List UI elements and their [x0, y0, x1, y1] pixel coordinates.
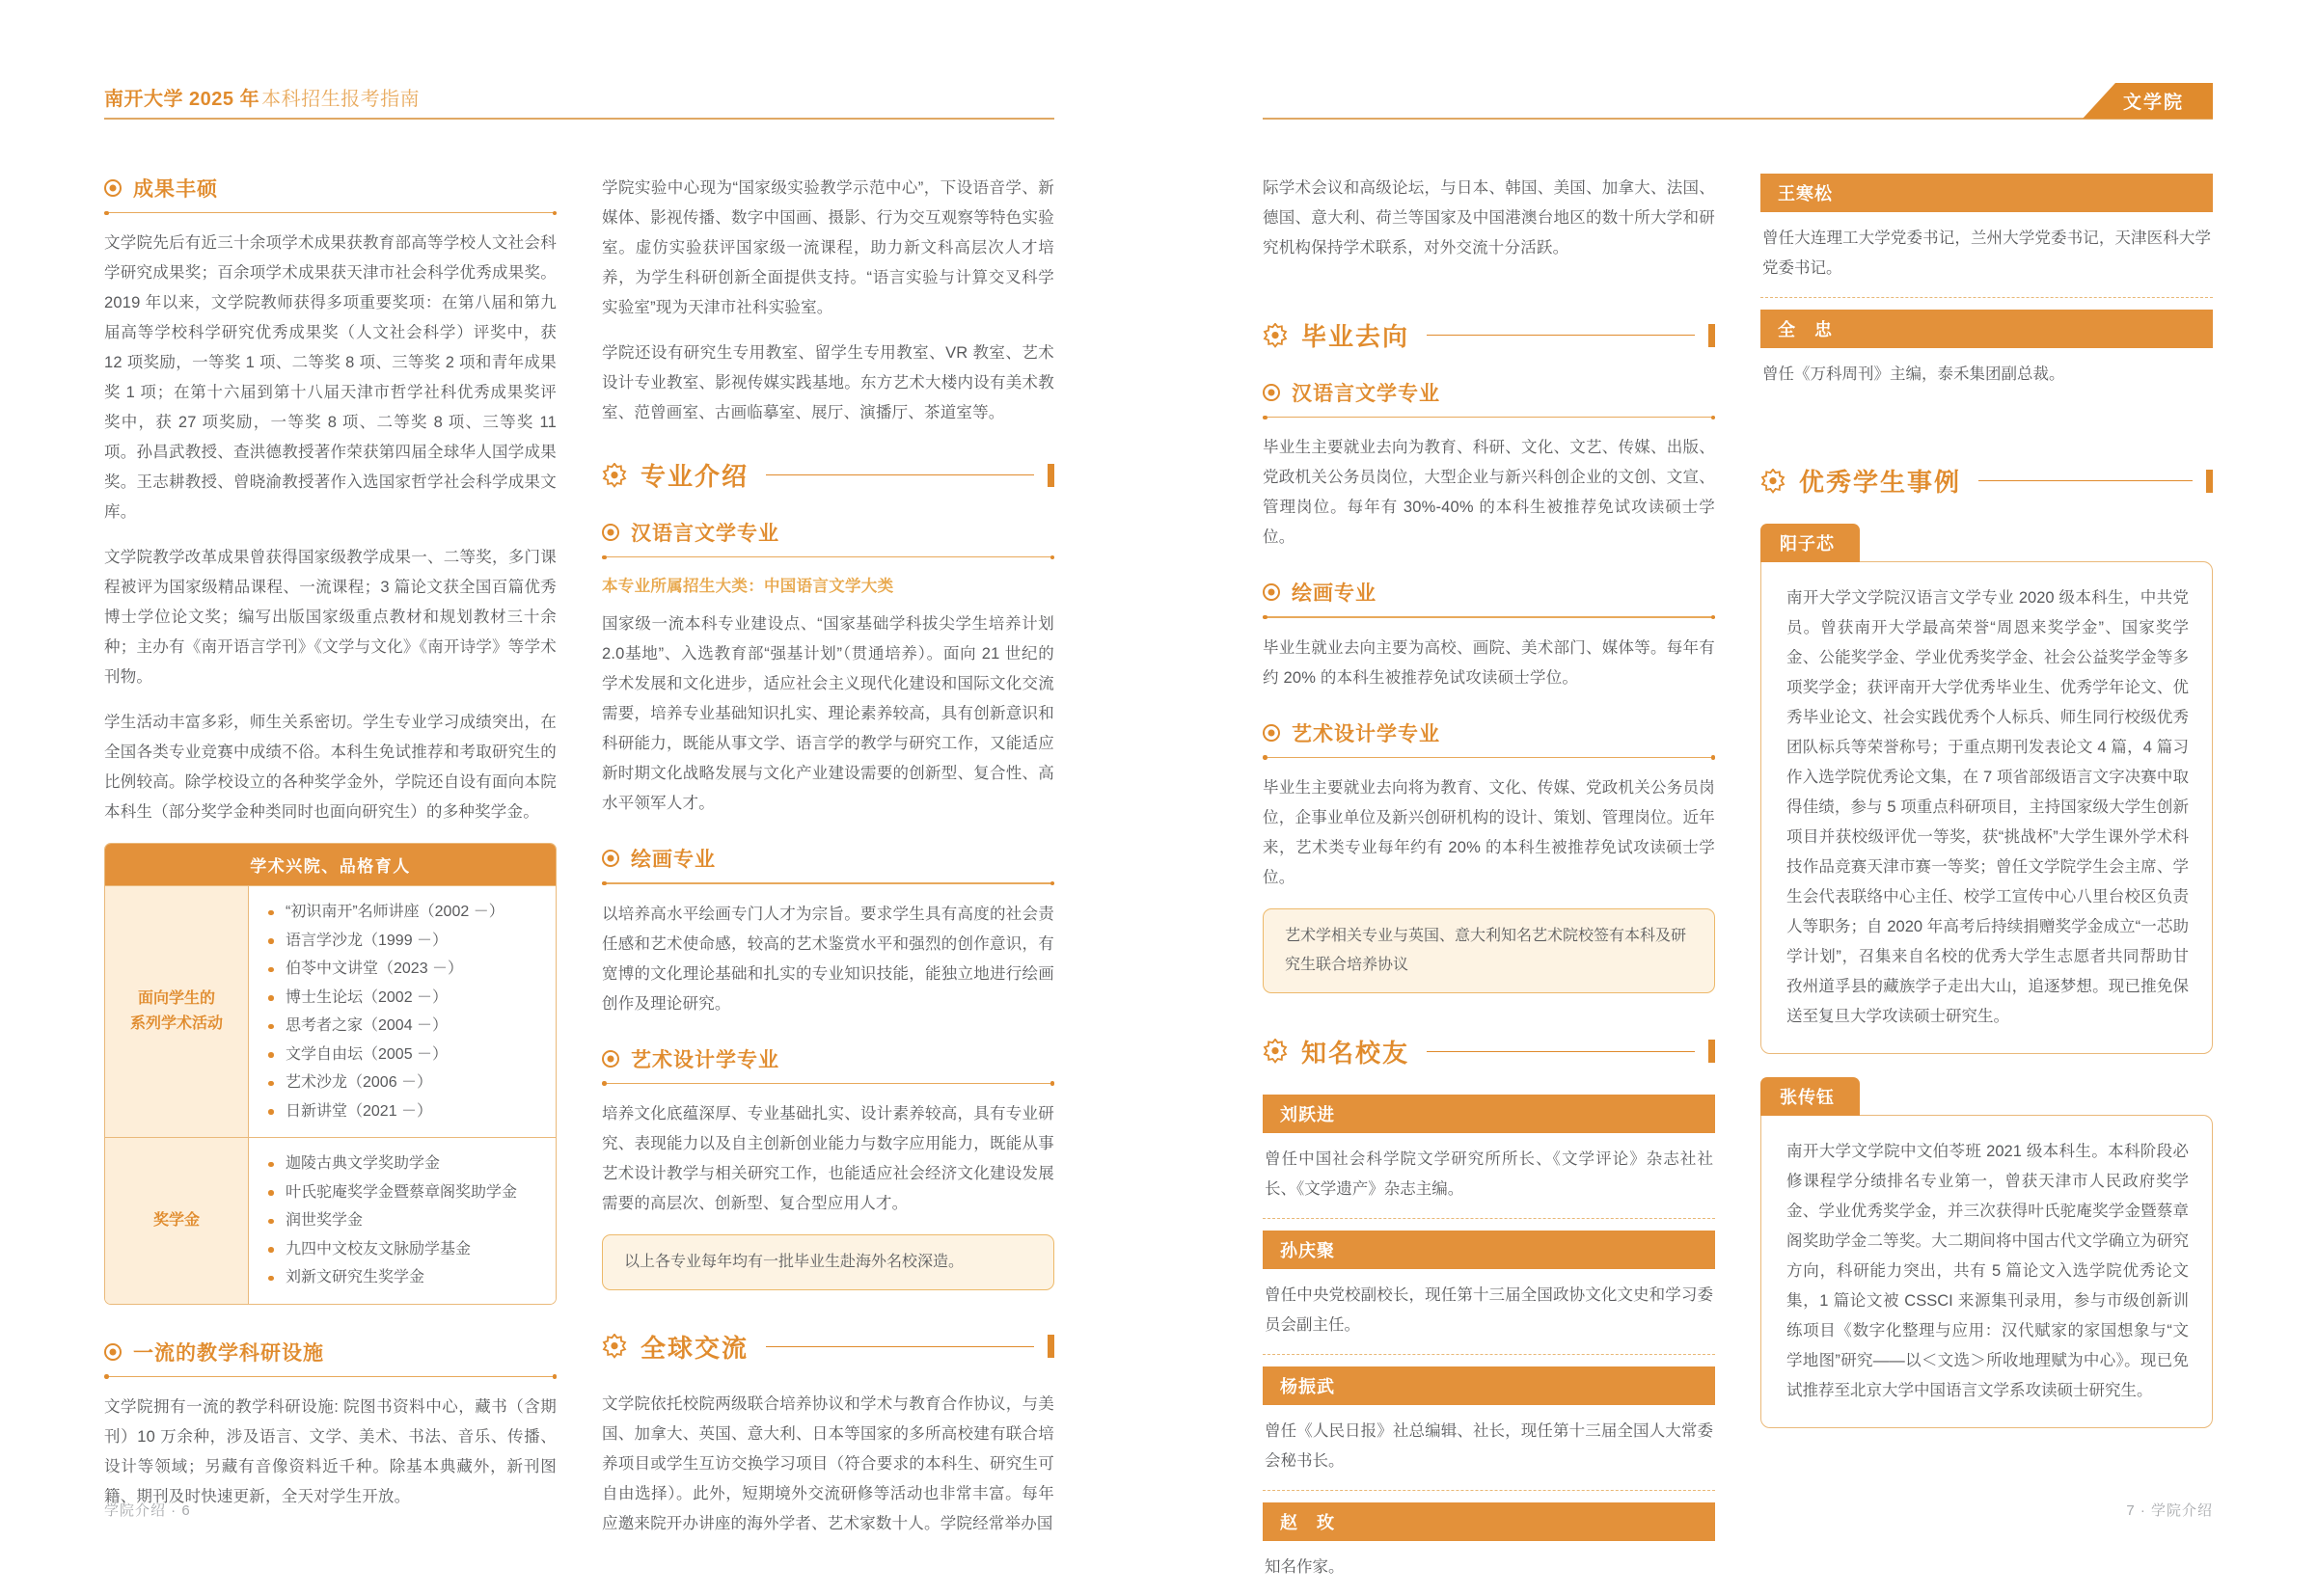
page-header-left — [104, 83, 1054, 122]
bullet-circle-icon — [104, 1343, 122, 1361]
alumni-description: 曾任《万科周刊》主编，泰禾集团副总裁。 — [1762, 365, 2065, 383]
list-item: 思考者之家（2004 －） — [266, 1012, 546, 1041]
heading-end-cap — [1708, 1040, 1715, 1063]
alumni-description: 曾任中国社会科学院文学研究所所长、《文学评论》杂志社社长、《文学遗产》杂志主编。 — [1265, 1150, 1713, 1198]
column-4 — [1760, 174, 2213, 1462]
flower-star-icon — [1263, 1039, 1288, 1064]
header-rule — [104, 118, 1054, 120]
tab-slope-shape — [2083, 83, 2115, 119]
alumni-name: 赵 玫 — [1263, 1502, 1715, 1541]
divider — [1263, 1218, 1715, 1219]
divider — [1263, 1490, 1715, 1491]
major-name: 艺术设计学专业 — [631, 1048, 779, 1071]
heading-underline — [1263, 417, 1715, 418]
section-achievements-heading — [104, 174, 557, 213]
academic-activities-table — [104, 843, 557, 1305]
guide-title-normal: 本科招生报考指南 — [261, 89, 421, 110]
alumni-description: 曾任《人民日报》社总编辑、社长，现任第十三届全国人大常委会秘书长。 — [1265, 1421, 1713, 1470]
paragraph: 文学院先后有近三十余项学术成果获教育部高等学校人文社会科学研究成果奖；百余项学术成果获天津市社会科学优秀成果奖。2019 年以来，文学院教师获得多项重要奖项：在第八届和第九届高等学校科学研究优秀成果奖（人文社会科学）评奖中，获 12 项奖励，一等奖 1 项、二等奖 8 项、三等奖 2 项和青年成果奖 1 项；在第十六届到第十八届天津市哲学社科优秀成果奖评奖中，获 27 项奖励，一等奖 8 项、二等奖 8 项、三等奖 11 项。孙昌武教授、查洪德教授著作荣获第四届全球华人国学成果奖。王志耕教授、曾晓渝教授著作入选国家哲学社会科学成果文库。 — [104, 234, 557, 522]
note-text: 艺术学相关专业与英国、意大利知名艺术院校签有本科及研究生联合培养协议 — [1285, 927, 1687, 973]
major-heading-art-design — [602, 1044, 1054, 1084]
section-title: 毕业去向 — [1301, 323, 1410, 351]
paragraph: 国家级一流本科专业建设点、“国家基础学科拔尖学生培养计划2.0基地”、入选教育部“强基计划”（贯通培养）。面向 21 世纪的学术发展和文化进步，适应社会主义现代化建设和国际文化交流需要，培养专业基础知识扎实、理论素养较高，具有创新意识和科研能力，既能从事文学、语言学的教学与研究工作，又能适应新时期文化战略发展与文化产业建设需要的创新型、复合性、高水平领军人才。 — [602, 615, 1054, 813]
table-row-content — [249, 886, 556, 1137]
section-tab — [2083, 83, 2213, 119]
heading-underline — [104, 212, 557, 213]
list-item: 艺术沙龙（2006 －） — [266, 1069, 546, 1097]
destination-heading-painting — [1263, 578, 1715, 617]
majors-note-box — [602, 1234, 1054, 1290]
major-name: 绘画专业 — [1292, 582, 1377, 606]
tab-body — [2115, 83, 2213, 119]
paragraph: 学生活动丰富多彩，师生关系密切。学生专业学习成绩突出，在全国各类专业竞赛中成绩不俗。本科生免试推荐和考取研究生的比例较高。除学校设立的各种奖学金外，学院还自设有面向本院本科生（部分奖学金种类同时也面向研究生）的多种奖学金。 — [104, 714, 557, 822]
column-3 — [1263, 174, 1715, 1576]
section-facilities-heading — [104, 1338, 557, 1377]
paragraph: 毕业生主要就业去向为教育、科研、文化、文艺、传媒、出版、党政机关公务员岗位，大型企业与新兴科创企业的文创、文宣、管理岗位。每年有 30%-40% 的本科生被推荐免试攻读硕士学位。 — [1263, 439, 1715, 547]
bullet-circle-icon — [602, 850, 619, 867]
alumni-name: 王寒松 — [1760, 174, 2213, 212]
heading-underline — [602, 1083, 1054, 1084]
divider — [1760, 297, 2213, 298]
bullet-circle-icon — [104, 179, 122, 197]
alumni-list — [1263, 1095, 1715, 1596]
admission-category: 本专业所属招生大类：中国语言文学大类 — [602, 578, 894, 596]
paragraph: 际学术会议和高级论坛，与日本、韩国、美国、加拿大、法国、德国、意大利、荷兰等国家及中国港澳台地区的数十所大学和研究机构保持学术联系，对外交流十分活跃。 — [1263, 179, 1715, 257]
list-item — [1263, 1095, 1715, 1219]
paragraph: 以培养高水平绘画专门人才为宗旨。要求学生具有高度的社会责任感和艺术使命感，较高的艺术鉴赏水平和强烈的创作意识，有宽博的文化理论基础和扎实的专业知识技能，能独立地进行绘画创作及理论研究。 — [602, 905, 1054, 1013]
alumni-name: 全 忠 — [1760, 310, 2213, 348]
bullet-circle-icon — [602, 1050, 619, 1068]
section-destination-heading — [1263, 317, 1715, 353]
bullet-circle-icon — [1263, 583, 1280, 601]
flower-star-icon — [1263, 323, 1288, 348]
alumni-description: 曾任大连理工大学党委书记，兰州大学党委书记，天津医科大学党委书记。 — [1762, 230, 2211, 277]
student-card-body — [1760, 561, 2213, 1054]
student-name-tab: 张传钰 — [1760, 1077, 1860, 1116]
section-global-heading — [602, 1329, 1054, 1365]
bullet-circle-icon — [1263, 384, 1280, 401]
paragraph: 毕业生就业去向主要为高校、画院、美术部门、媒体等。每年有约 20% 的本科生被推荐免试攻读硕士学位。 — [1263, 638, 1715, 687]
table-row — [105, 1137, 556, 1304]
bullet-circle-icon — [602, 524, 619, 541]
list-item: 润世奖学金 — [266, 1206, 546, 1235]
major-name: 绘画专业 — [631, 849, 716, 872]
list-item: 迦陵古典文学奖助学金 — [266, 1150, 546, 1178]
flower-star-icon — [602, 1334, 627, 1359]
destination-heading-art-design — [1263, 718, 1715, 758]
table-row-label: 奖学金 — [105, 1138, 249, 1304]
list-item: 文学自由坛（2005 －） — [266, 1041, 546, 1069]
heading-end-cap — [2206, 470, 2213, 493]
page-left — [0, 0, 1158, 1568]
major-heading-chinese-literature — [602, 518, 1054, 557]
tab-label: 文学院 — [2122, 93, 2184, 113]
note-text: 以上各专业每年均有一批毕业生赴海外名校深造。 — [624, 1253, 965, 1270]
heading-underline — [1263, 757, 1715, 758]
section-title: 一流的教学科研设施 — [133, 1341, 324, 1365]
table-row — [105, 885, 556, 1137]
list-item — [1760, 174, 2213, 298]
student-description: 南开大学文学院中文伯苓班 2021 级本科生。本科阶段必修课程学分绩排名专业第一，曾获天津市人民政府奖学金、学业优秀奖学金，并三次获得叶氏驼庵奖学金暨蔡章阁奖助学金二等奖。大二期间将中国古代文学确立为研究方向，科研能力突出，共有 5 篇论文入选学院优秀论文集，1 篇论文被 CSSCI 来源集刊录用，参与市级创新训练项目《数字化整理与应用：汉代赋家的家国想象与“文学地图”研究——以＜文选＞所收地理赋为中心》。现已免试推荐至北京大学中国语言文学系攻读硕士研究生。 — [1786, 1143, 2189, 1399]
section-title: 全球交流 — [641, 1334, 750, 1363]
student-card — [1760, 524, 2213, 1054]
alumni-list-continued — [1760, 174, 2213, 403]
page-right — [1158, 0, 2317, 1576]
heading-underline — [602, 882, 1054, 883]
section-title: 知名校友 — [1301, 1039, 1410, 1068]
section-title: 成果丰硕 — [133, 178, 218, 201]
column-2 — [602, 174, 1054, 1532]
list-item — [1263, 1231, 1715, 1355]
paragraph: 学院还设有研究生专用教室、留学生专用教室、VR 教室、艺术设计专业教室、影视传媒实践基地。东方艺术大楼内设有美术教室、范曾画室、古画临摹室、展厅、演播厅、茶道室等。 — [602, 344, 1054, 421]
heading-underline — [602, 556, 1054, 557]
section-title: 优秀学生事例 — [1799, 469, 1962, 497]
list-item: 伯苓中文讲堂（2023 －） — [266, 955, 546, 984]
paragraph: 培养文化底蕴深厚、专业基础扎实、设计素养较高，具有专业研究、表现能力以及自主创新创业能力与数字应用能力，既能从事艺术设计教学与相关研究工作，也能适应社会经济文化建设发展需要的高层次、创新型、复合型应用人才。 — [602, 1104, 1054, 1212]
list-item — [1263, 1502, 1715, 1596]
student-name-tab: 阳子芯 — [1760, 524, 1860, 562]
paragraph: 毕业生主要就业去向将为教育、文化、传媒、党政机关公务员岗位，企事业单位及新兴创研机构的设计、策划、管理岗位。近年来，艺术类专业每年约有 20% 的本科生被推荐免试攻读硕士学位。 — [1263, 778, 1715, 886]
guide-title — [104, 83, 420, 111]
paragraph: 文学院拥有一流的教学科研设施: 院图书资料中心，藏书（含期刊）10 万余种，涉及语言、文学、美术、书法、音乐、传播、设计等领域；另藏有音像资料近千种。除基本典藏外，新刊图籍、期刊及时快速更新，全天对学生开放。 — [104, 1398, 557, 1506]
student-card-body — [1760, 1115, 2213, 1428]
heading-end-cap — [1048, 1335, 1054, 1358]
heading-underline — [104, 1376, 557, 1377]
section-title: 专业介绍 — [641, 463, 750, 491]
paragraph: 文学院教学改革成果曾获得国家级教学成果一、二等奖，多门课程被评为国家级精品课程、一流课程；3 篇论文获全国百篇优秀博士学位论文奖；编写出版国家级重点教材和规划教材三十余种；主办有《南开语言学刊》《文学与文化》《南开诗学》等学术刊物。 — [104, 549, 557, 687]
heading-rule — [766, 474, 1034, 476]
guide-title-bold: 南开大学 2025 年 — [104, 89, 260, 110]
heading-rule — [766, 1346, 1034, 1348]
list-item — [1760, 310, 2213, 403]
list-item: 刘新文研究生奖学金 — [266, 1263, 546, 1292]
alumni-description: 曾任中央党校副校长，现任第十三届全国政协文化文史和学习委员会副主任。 — [1265, 1285, 1713, 1334]
major-name: 汉语言文学专业 — [631, 523, 779, 545]
paragraph: 文学院依托校院两级联合培养协议和学术与教育合作协议，与美国、加拿大、英国、意大利、日本等国家的多所高校建有联合培养项目或学生互访交换学习项目（符合要求的本科生、研究生可自由选择）。此外，短期境外交流研修等活动也非常丰富。每年应邀来院开办讲座的海外学者、艺术家数十人。学院经常举办国 — [602, 1394, 1054, 1532]
column-1 — [104, 174, 557, 1506]
list-item: 语言学沙龙（1999 －） — [266, 927, 546, 956]
flower-star-icon — [602, 463, 627, 488]
footer-right: 7 · 学院介绍 — [2126, 1502, 2213, 1519]
section-majors-heading — [602, 457, 1054, 493]
heading-end-cap — [1048, 464, 1054, 487]
list-item: 日新讲堂（2021 －） — [266, 1097, 546, 1126]
alumni-name: 刘跃进 — [1263, 1095, 1715, 1133]
list-item: 博士生论坛（2002 －） — [266, 984, 546, 1013]
divider — [1263, 1354, 1715, 1355]
heading-underline — [1263, 616, 1715, 617]
major-heading-painting — [602, 844, 1054, 883]
table-row-content — [249, 1138, 556, 1304]
page-header-right — [1263, 83, 2213, 125]
list-item: 九四中文校友文脉励学基金 — [266, 1235, 546, 1264]
heading-rule — [1427, 335, 1695, 337]
heading-end-cap — [1708, 324, 1715, 347]
list-item: 叶氏驼庵奖学金暨蔡章阁奖助学金 — [266, 1178, 546, 1207]
list-item — [1263, 1366, 1715, 1491]
major-name: 汉语言文学专业 — [1292, 383, 1440, 405]
student-card — [1760, 1077, 2213, 1428]
major-name: 艺术设计学专业 — [1292, 722, 1440, 745]
section-alumni-heading — [1263, 1034, 1715, 1069]
heading-rule — [1978, 480, 2193, 482]
table-row-label: 面向学生的 系列学术活动 — [105, 886, 249, 1137]
alumni-description: 知名作家。 — [1265, 1557, 1345, 1576]
alumni-name: 杨振武 — [1263, 1366, 1715, 1405]
header-rule — [1263, 118, 2213, 120]
bullet-circle-icon — [1263, 724, 1280, 742]
heading-rule — [1427, 1051, 1695, 1053]
footer-left: 学院介绍 · 6 — [104, 1502, 191, 1519]
list-item: “初识南开”名师讲座（2002 －） — [266, 898, 546, 927]
flower-star-icon — [1760, 469, 1785, 494]
section-students-heading — [1760, 463, 2213, 499]
student-description: 南开大学文学院汉语言文学专业 2020 级本科生，中共党员。曾获南开大学最高荣誉“周恩来奖学金”、国家奖学金、公能奖学金、学业优秀奖学金、社会公益奖学金等多项奖学金；获评南开大学优秀毕业生、优秀学年论文、优秀毕业论文、社会实践优秀个人标兵、师生同行校级优秀团队标兵等荣誉称号；于重点期刊发表论文 4 篇，4 篇习作入选学院优秀论文集，在 7 项省部级语言文字决赛中取得佳绩，参与 5 项重点科研项目，主持国家级大学生创新项目并获校级评优一等奖，获“挑战杯”大学生课外学术科技作品竞赛天津市赛一等奖；曾任文学院学生会主席、学生会代表联络中心主任、校学工宣传中心八里台校区负责人等职务；自 2020 年高考后持续捐赠奖学金成立“一芯助学计划”，召集来自名校的优秀大学生志愿者共同帮助甘孜州道孚县的藏族学子走出大山，追逐梦想。现已推免保送至复旦大学攻读硕士研究生。 — [1786, 589, 2189, 1025]
destination-note-box — [1263, 908, 1715, 993]
alumni-name: 孙庆聚 — [1263, 1231, 1715, 1269]
table-header: 学术兴院、品格育人 — [105, 844, 556, 885]
destination-heading-chinese-literature — [1263, 378, 1715, 418]
paragraph: 学院实验中心现为“国家级实验教学示范中心”，下设语音学、新媒体、影视传播、数字中国画、摄影、行为交互观察等特色实验室。虚仿实验获评国家级一流课程，助力新文科高层次人才培养，为学生科研创新全面提供支持。“语言实验与计算交叉科学实验室”现为天津市社科实验室。 — [602, 179, 1054, 316]
